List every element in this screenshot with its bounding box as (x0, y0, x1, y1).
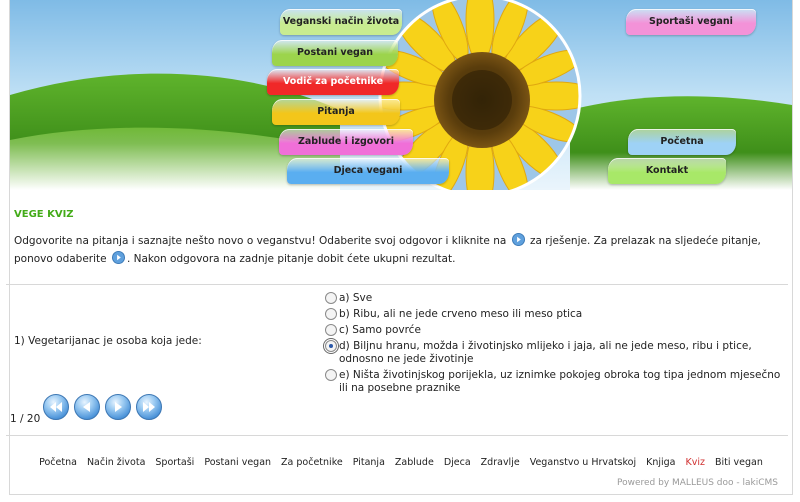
intro-part-1: Odgovorite na pitanja i saznajte nešto novo o veganstvu! Odaberite svoj odgovor i kliknite na (14, 235, 507, 247)
nav-tab-label: Početna (660, 136, 704, 147)
answer-radio[interactable] (325, 292, 337, 304)
answer-label: b) Ribu, ali ne jede crveno meso ili meso ptica (339, 308, 583, 320)
footer-navigation (10, 457, 792, 468)
intro-text (14, 232, 790, 268)
nav-tab-right-2[interactable] (608, 158, 726, 184)
footer-link[interactable]: Sportaši (155, 457, 195, 468)
nav-tab-label: Sportaši vegani (649, 16, 733, 27)
last-icon (137, 395, 161, 419)
nav-tab-label: Djeca vegani (333, 165, 403, 176)
answer-list (325, 292, 787, 398)
answer-option[interactable] (325, 308, 787, 321)
answer-radio[interactable] (325, 340, 337, 352)
footer-link[interactable]: Knjiga (646, 457, 676, 468)
answer-label: c) Samo povrće (339, 324, 421, 336)
footer-link[interactable]: Djeca (443, 457, 471, 468)
next-icon (106, 395, 130, 419)
footer-link[interactable]: Za početnike (281, 457, 343, 468)
question-text: 1) Vegetarijanac je osoba koja jede: (14, 335, 202, 347)
answer-label: d) Biljnu hranu, možda i životinjsko mlijeko i jaja, ali ne jede meso, ribu i ptice, odnosno ne jede životinje (339, 340, 752, 365)
answer-radio[interactable] (325, 369, 337, 381)
nav-tab-label: Vodič za početnike (282, 76, 384, 87)
intro-part-3: . Nakon odgovora na zadnje pitanje dobit ćete ukupni rezultat. (126, 253, 456, 265)
intro-part-2: za rješenje. Za prelazak na sljedeće pitanje, ponovo odaberite (14, 235, 761, 265)
nav-tab-right-0[interactable] (626, 9, 756, 35)
answer-option[interactable] (325, 292, 787, 305)
answer-option[interactable] (325, 369, 787, 395)
previous-icon (75, 395, 99, 419)
next-question-button[interactable] (105, 394, 131, 420)
footer-link[interactable]: Pitanja (352, 457, 385, 468)
next-arrow-icon (112, 251, 125, 264)
footer-link[interactable]: Način života (86, 457, 146, 468)
question-counter: 1 / 20 (10, 413, 41, 425)
nav-tab-1[interactable] (272, 40, 398, 66)
answer-label: a) Sve (339, 292, 373, 304)
first-icon (44, 395, 68, 419)
nav-tab-4[interactable] (279, 129, 413, 155)
nav-tab-label: Zablude i izgovori (297, 136, 394, 147)
page-frame (9, 0, 793, 495)
answer-option[interactable] (325, 324, 787, 337)
nav-tab-label: Pitanja (317, 106, 355, 117)
quiz-panel (6, 284, 788, 436)
header-banner (10, 0, 792, 190)
answer-radio[interactable] (325, 324, 337, 336)
answer-option[interactable] (325, 340, 787, 366)
nav-tab-3[interactable] (272, 99, 400, 125)
footer-link[interactable]: Početna (39, 457, 77, 468)
first-question-button[interactable] (43, 394, 69, 420)
footer-link[interactable]: Postani vegan (204, 457, 272, 468)
nav-tab-label: Postani vegan (296, 47, 374, 58)
nav-tab-2[interactable] (267, 69, 399, 95)
answer-label: e) Ništa životinjskog porijekla, uz iznimke pokojeg obroka tog tipa jednom mjesečno ili na posebne praznike (339, 369, 781, 394)
next-arrow-icon (512, 233, 525, 246)
last-question-button[interactable] (136, 394, 162, 420)
answer-radio[interactable] (325, 308, 337, 320)
footer-link[interactable]: Biti vegan (715, 457, 763, 468)
powered-by-text: Powered by MALLEUS doo - lakiCMS (616, 478, 778, 488)
nav-tab-5[interactable] (287, 158, 449, 184)
footer-link[interactable]: Kviz (685, 457, 705, 468)
footer-link[interactable]: Zdravlje (480, 457, 520, 468)
nav-tab-label: Kontakt (645, 165, 689, 176)
nav-tab-0[interactable] (280, 9, 402, 35)
previous-question-button[interactable] (74, 394, 100, 420)
footer-link[interactable]: Veganstvo u Hrvatskoj (529, 457, 637, 468)
nav-tab-label: Veganski način života (282, 16, 400, 27)
page-title: VEGE KVIZ (14, 209, 74, 220)
nav-tab-right-1[interactable] (628, 129, 736, 155)
footer-link[interactable]: Zablude (394, 457, 434, 468)
